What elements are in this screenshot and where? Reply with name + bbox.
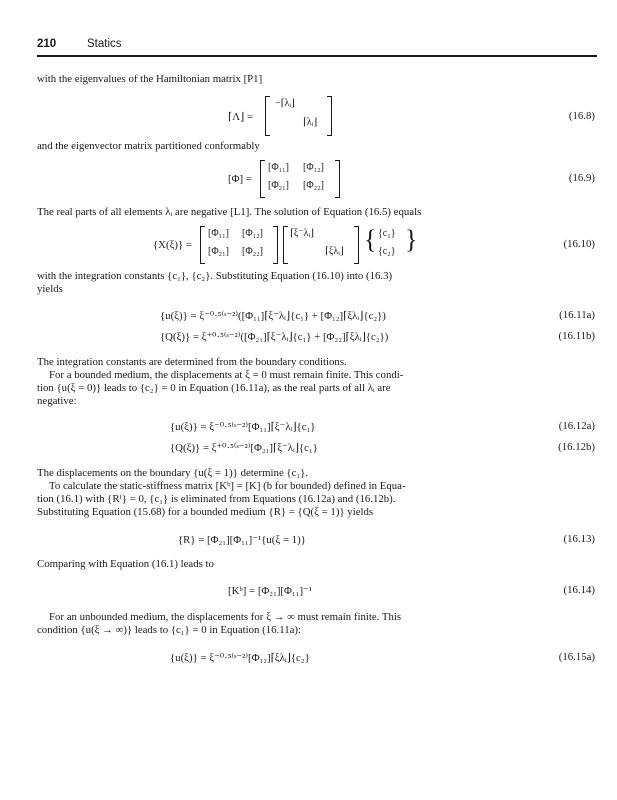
equation-number: (16.12b) [558, 441, 595, 453]
equation-lhs: {X(ξ)} = [153, 239, 192, 251]
matrix-cell: [Φ₁₁] [208, 228, 229, 239]
equation-16-11a: {u(ξ)} = ξ⁻⁰·⁵⁽ˢ⁻²⁾([Φ₁₁]⌈ξ⁻λᵢ⌋{c₁} + [Φ₁₂]⌈ξλᵢ⌋{c₂}) [160, 310, 386, 322]
matrix-cell: [Φ₁₁] [268, 162, 289, 173]
vector-cell: {c₂} [378, 246, 396, 257]
page-number: 210 [37, 38, 57, 50]
paragraph: yields [37, 283, 63, 295]
matrix-cell: ⌈ξλᵢ⌋ [325, 246, 344, 257]
header-rule [37, 55, 597, 57]
paragraph: For a bounded medium, the displacements at ξ = 0 must remain finite. This condi- [49, 369, 404, 381]
equation-lhs: [Φ] = [228, 173, 252, 185]
equation-number: (16.11b) [558, 330, 595, 342]
matrix-cell: [Φ₂₁] [208, 246, 229, 257]
matrix-cell: [Φ₂₂] [242, 246, 263, 257]
equation-number: (16.15a) [558, 651, 595, 663]
brace-left: { [364, 225, 377, 254]
paragraph: negative: [37, 395, 77, 407]
paragraph: with the integration constants {c₁}, {c₂}. Substituting Equation (16.10) into (16.3) [37, 270, 393, 282]
equation-number: (16.14) [563, 584, 595, 596]
equation-number: (16.11a) [559, 309, 595, 321]
paragraph: The integration constants are determined from the boundary conditions. [37, 356, 347, 368]
paragraph: tion (16.1) with {Rᶠ} = 0, {c₁} is eliminated from Equations (16.12a) and (16.12b). [37, 493, 396, 505]
paragraph: The real parts of all elements λᵢ are negative [L1]. The solution of Equation (16.5) equals [37, 206, 422, 218]
paragraph: condition {u(ξ → ∞)} leads to {c₁} = 0 in Equation (16.11a): [37, 624, 301, 636]
matrix-cell: ⌈λᵢ⌋ [303, 117, 318, 128]
paragraph: and the eigenvector matrix partitioned conformably [37, 140, 260, 152]
matrix-cell: [Φ₂₂] [303, 180, 324, 191]
equation-16-12a: {u(ξ)} = ξ⁻⁰·⁵⁽ˢ⁻²⁾[Φ₁₁]⌈ξ⁻λᵢ⌋{c₁} [170, 421, 316, 433]
paragraph: Comparing with Equation (16.1) leads to [37, 558, 214, 570]
equation-16-14: [Kᵇ] = [Φ₂₁][Φ₁₁]⁻¹ [228, 585, 312, 597]
paragraph: with the eigenvalues of the Hamiltonian matrix [P1] [37, 73, 263, 85]
equation-number: (16.8) [568, 110, 595, 122]
paragraph: The displacements on the boundary {u(ξ = 1)} determine {c₁}. [37, 467, 309, 479]
vector-cell: {c₁} [378, 228, 396, 239]
equation-16-13: {R} = [Φ₂₁][Φ₁₁]⁻¹{u(ξ = 1)} [178, 534, 306, 546]
section-title: Statics [87, 38, 122, 50]
equation-number: (16.13) [563, 533, 595, 545]
paragraph: To calculate the static-stiffness matrix [Kᵇ] = [K] (b for bounded) defined in Equa- [49, 480, 406, 492]
paragraph: Substituting Equation (15.68) for a bounded medium {R} = {Q(ξ = 1)} yields [37, 506, 374, 518]
paragraph: For an unbounded medium, the displacements for ξ → ∞ must remain finite. This [49, 611, 402, 623]
equation-number: (16.10) [563, 238, 595, 250]
matrix-cell: [Φ₁₂] [303, 162, 324, 173]
equation-number: (16.9) [568, 172, 595, 184]
matrix-cell: [Φ₂₁] [268, 180, 289, 191]
equation-16-11b: {Q(ξ)} = ξ⁺⁰·⁵⁽ˢ⁻²⁾([Φ₂₁]⌈ξ⁻λᵢ⌋{c₁} + [Φ₂₂]⌈ξλᵢ⌋{c₂}) [160, 331, 389, 343]
equation-number: (16.12a) [558, 420, 595, 432]
equation-lhs: ⌈Λ⌋ = [228, 111, 254, 123]
equation-16-15a: {u(ξ)} = ξ⁻⁰·⁵⁽ˢ⁻²⁾[Φ₁₂]⌈ξλᵢ⌋{c₂} [170, 652, 310, 664]
matrix-cell: [Φ₁₂] [242, 228, 263, 239]
matrix-cell: −⌈λᵢ⌋ [275, 98, 295, 109]
paragraph: tion {u(ξ = 0)} leads to {c₂} = 0 in Equation (16.11a), as the real parts of all λᵢ are [37, 382, 391, 394]
matrix-cell: ⌈ξ⁻λᵢ⌋ [290, 228, 315, 239]
running-header [37, 38, 597, 56]
equation-16-12b: {Q(ξ)} = ξ⁺⁰·⁵⁽ˢ⁻²⁾[Φ₂₁]⌈ξ⁻λᵢ⌋{c₁} [170, 442, 318, 454]
brace-right: } [405, 225, 418, 254]
